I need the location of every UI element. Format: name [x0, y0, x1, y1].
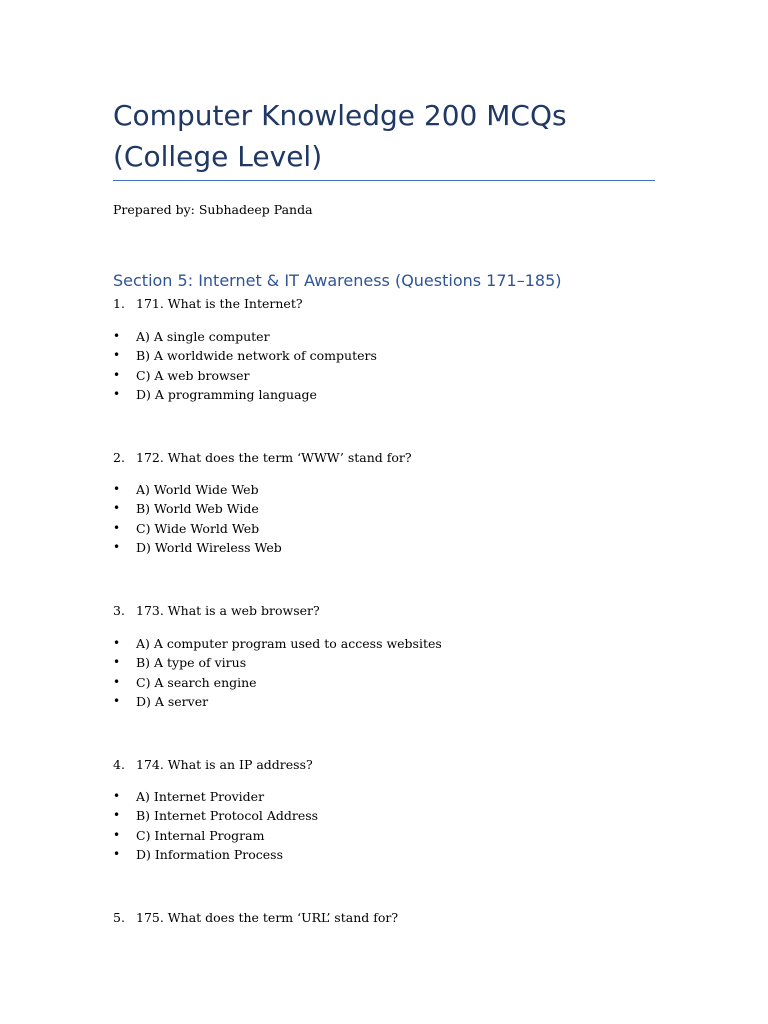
bullet-icon: •: [113, 367, 121, 382]
bullet-icon: •: [113, 482, 121, 496]
bullet-icon: •: [113, 655, 121, 670]
question-number: 2.: [113, 450, 125, 465]
question-173: [113, 602, 320, 620]
options-list-174: [113, 787, 318, 864]
bullet-icon: •: [113, 329, 121, 343]
question-text: 173. What is a web browser?: [136, 603, 320, 618]
option-text: C) A search engine: [136, 674, 257, 690]
option-text: B) A worldwide network of computers: [136, 348, 377, 364]
option-item: [113, 480, 282, 499]
option-item: [113, 634, 442, 653]
option-text: A) A computer program used to access websites: [136, 636, 442, 651]
option-item: [113, 806, 318, 825]
option-text: B) World Web Wide: [136, 501, 259, 517]
question-number: 4.: [113, 757, 125, 772]
option-text: C) A web browser: [136, 367, 250, 383]
question-text: 174. What is an IP address?: [136, 757, 313, 772]
question-number: 5.: [113, 910, 125, 925]
options-list-173: [113, 634, 442, 711]
bullet-icon: •: [113, 348, 121, 363]
option-text: D) A server: [136, 693, 209, 709]
option-item: [113, 366, 377, 385]
bullet-icon: •: [113, 539, 121, 554]
question-number: 1.: [113, 296, 125, 311]
option-item: [113, 346, 377, 365]
option-text: D) World Wireless Web: [136, 539, 282, 555]
option-item: [113, 845, 318, 864]
option-text: D) A programming language: [136, 386, 317, 402]
bullet-icon: •: [113, 386, 121, 401]
bullet-icon: •: [113, 827, 121, 842]
section-heading: Section 5: Internet & IT Awareness (Questions 171–185): [113, 271, 562, 290]
options-list-172: [113, 480, 282, 557]
author-line: Prepared by: Subhadeep Panda: [113, 202, 313, 217]
question-175: [113, 909, 398, 927]
option-text: B) A type of virus: [136, 655, 247, 671]
option-text: B) Internet Protocol Address: [136, 808, 319, 824]
question-text: 175. What does the term ‘URL’ stand for?: [136, 910, 399, 925]
bullet-icon: •: [113, 520, 121, 535]
bullet-icon: •: [113, 846, 121, 861]
title-underline: [113, 180, 655, 181]
question-171: [113, 295, 303, 313]
option-text: C) Wide World Web: [136, 520, 260, 536]
option-text: A) Internet Provider: [136, 789, 265, 804]
option-item: [113, 653, 442, 672]
bullet-icon: •: [113, 636, 121, 650]
document-title: Computer Knowledge 200 MCQs (College Level): [113, 99, 567, 173]
question-text: 172. What does the term ‘WWW’ stand for?: [136, 450, 412, 465]
option-item: [113, 826, 318, 845]
bullet-icon: •: [113, 808, 121, 823]
option-item: [113, 385, 377, 404]
option-item: [113, 519, 282, 538]
bullet-icon: •: [113, 693, 121, 708]
question-text: 171. What is the Internet?: [136, 296, 303, 311]
option-text: A) A single computer: [136, 329, 270, 344]
question-number: 3.: [113, 603, 125, 618]
options-list-171: [113, 327, 377, 404]
question-172: [113, 449, 412, 467]
option-item: [113, 692, 442, 711]
bullet-icon: •: [113, 789, 121, 803]
option-text: C) Internal Program: [136, 827, 265, 843]
option-item: [113, 327, 377, 346]
bullet-icon: •: [113, 674, 121, 689]
option-text: D) Information Process: [136, 846, 284, 862]
question-174: [113, 756, 313, 774]
bullet-icon: •: [113, 501, 121, 516]
option-item: [113, 499, 282, 518]
option-item: [113, 538, 282, 557]
option-item: [113, 673, 442, 692]
option-text: A) World Wide Web: [136, 482, 259, 497]
option-item: [113, 787, 318, 806]
